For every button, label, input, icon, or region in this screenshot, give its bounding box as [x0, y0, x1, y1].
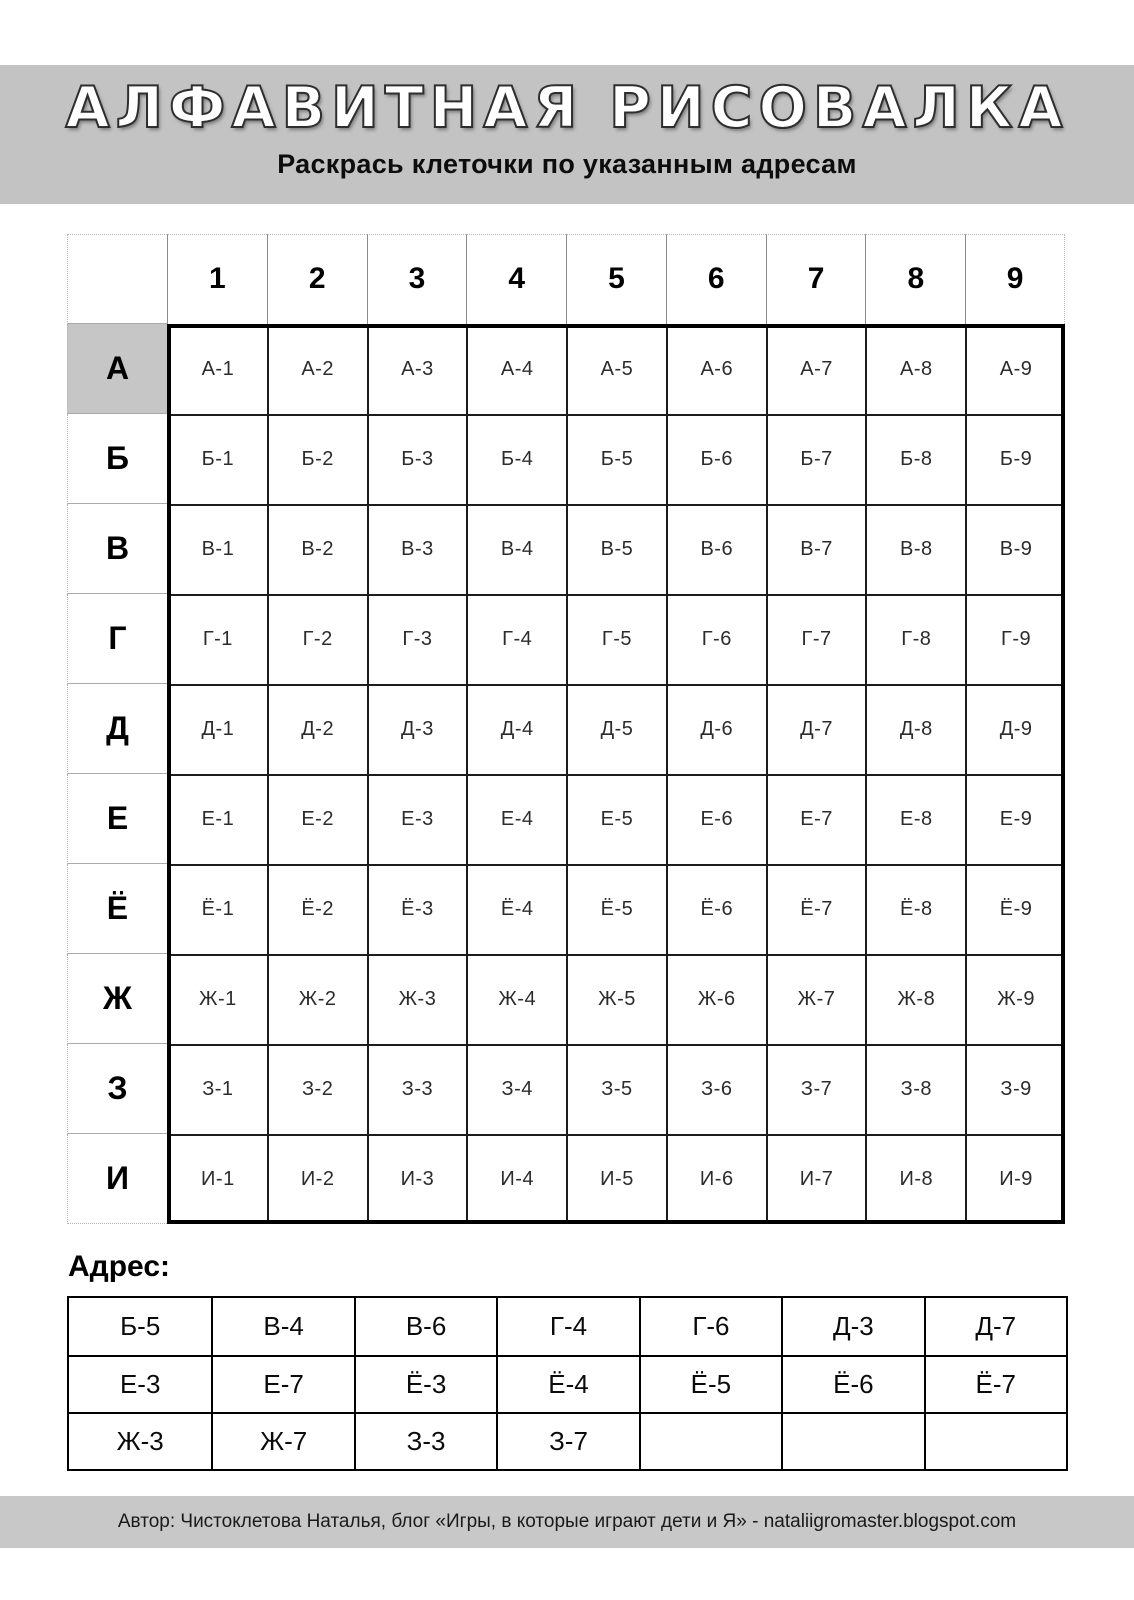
address-item-Ж-7: Ж-7: [211, 1412, 353, 1469]
grid-cell-Е-2: Е-2: [267, 774, 367, 864]
column-header-6: 6: [666, 234, 766, 324]
grid-cell-Г-6: Г-6: [666, 594, 766, 684]
grid-cell-А-6: А-6: [666, 324, 766, 414]
address-item-empty: [639, 1412, 781, 1469]
grid-cell-Д-8: Д-8: [865, 684, 965, 774]
grid-cell-И-3: И-3: [367, 1134, 467, 1224]
column-header-9: 9: [965, 234, 1065, 324]
grid-cell-Ж-4: Ж-4: [466, 954, 566, 1044]
address-item-Е-7: Е-7: [211, 1355, 353, 1412]
grid-cell-Д-6: Д-6: [666, 684, 766, 774]
grid-cell-Ж-5: Ж-5: [566, 954, 666, 1044]
grid-cell-З-1: З-1: [167, 1044, 267, 1134]
column-header-4: 4: [466, 234, 566, 324]
address-item-Ё-4: Ё-4: [496, 1355, 638, 1412]
grid-cell-Г-7: Г-7: [766, 594, 866, 684]
grid-cell-Ж-2: Ж-2: [267, 954, 367, 1044]
grid-cell-В-2: В-2: [267, 504, 367, 594]
grid-cell-З-2: З-2: [267, 1044, 367, 1134]
grid-cell-Д-5: Д-5: [566, 684, 666, 774]
grid-cell-Ё-3: Ё-3: [367, 864, 467, 954]
grid-cell-Д-7: Д-7: [766, 684, 866, 774]
grid-cell-Ё-6: Ё-6: [666, 864, 766, 954]
grid-cell-Г-3: Г-3: [367, 594, 467, 684]
grid-corner-cell: [67, 234, 167, 324]
row-header-А: А: [67, 324, 167, 414]
address-item-Ё-7: Ё-7: [924, 1355, 1066, 1412]
row-header-Г: Г: [67, 594, 167, 684]
worksheet-subtitle: Раскрась клеточки по указанным адресам: [277, 148, 857, 179]
grid-cell-Г-5: Г-5: [566, 594, 666, 684]
grid-cell-Ё-8: Ё-8: [865, 864, 965, 954]
grid-cell-Г-8: Г-8: [865, 594, 965, 684]
grid-cell-А-3: А-3: [367, 324, 467, 414]
address-item-Г-6: Г-6: [639, 1298, 781, 1355]
grid-cell-Г-4: Г-4: [466, 594, 566, 684]
address-item-Ж-3: Ж-3: [69, 1412, 211, 1469]
grid-cell-Б-1: Б-1: [167, 414, 267, 504]
grid-cell-А-5: А-5: [566, 324, 666, 414]
address-item-В-4: В-4: [211, 1298, 353, 1355]
grid-cell-Ж-8: Ж-8: [865, 954, 965, 1044]
grid-cell-В-8: В-8: [865, 504, 965, 594]
address-item-З-3: З-3: [354, 1412, 496, 1469]
grid-cell-И-4: И-4: [466, 1134, 566, 1224]
address-item-Ё-5: Ё-5: [639, 1355, 781, 1412]
address-item-empty: [781, 1412, 923, 1469]
row-header-Ж: Ж: [67, 954, 167, 1044]
worksheet-title: АЛФАВИТНАЯ РИСОВАЛКА: [65, 75, 1069, 141]
grid-cell-Б-7: Б-7: [766, 414, 866, 504]
grid-cell-Е-9: Е-9: [965, 774, 1065, 864]
grid-cell-Ё-9: Ё-9: [965, 864, 1065, 954]
address-item-Е-3: Е-3: [69, 1355, 211, 1412]
grid-cell-В-3: В-3: [367, 504, 467, 594]
grid-cell-В-5: В-5: [566, 504, 666, 594]
column-header-8: 8: [865, 234, 965, 324]
grid-cell-Ж-1: Ж-1: [167, 954, 267, 1044]
grid-cell-Б-3: Б-3: [367, 414, 467, 504]
grid-cell-В-7: В-7: [766, 504, 866, 594]
column-header-7: 7: [766, 234, 866, 324]
grid-cell-Е-6: Е-6: [666, 774, 766, 864]
grid-cell-И-7: И-7: [766, 1134, 866, 1224]
coordinate-grid: [67, 234, 1065, 1224]
address-item-Д-3: Д-3: [781, 1298, 923, 1355]
author-credit: Автор: Чистоклетова Наталья, блог «Игры, в которые играют дети и Я» - nataliigromaster.blogspot.com: [117, 1510, 1017, 1532]
grid-cell-Е-8: Е-8: [865, 774, 965, 864]
grid-cell-И-8: И-8: [865, 1134, 965, 1224]
address-item-Ё-3: Ё-3: [354, 1355, 496, 1412]
grid-cell-А-4: А-4: [466, 324, 566, 414]
grid-cell-В-1: В-1: [167, 504, 267, 594]
grid-cell-Б-8: Б-8: [865, 414, 965, 504]
grid-cell-Ж-6: Ж-6: [666, 954, 766, 1044]
grid-cell-Ё-2: Ё-2: [267, 864, 367, 954]
row-header-Е: Е: [67, 774, 167, 864]
address-item-empty: [924, 1412, 1066, 1469]
grid-cell-Г-1: Г-1: [167, 594, 267, 684]
grid-cell-З-3: З-3: [367, 1044, 467, 1134]
column-header-3: 3: [367, 234, 467, 324]
grid-cell-Б-4: Б-4: [466, 414, 566, 504]
row-header-Б: Б: [67, 414, 167, 504]
grid-cell-В-9: В-9: [965, 504, 1065, 594]
grid-cell-А-7: А-7: [766, 324, 866, 414]
row-header-И: И: [67, 1134, 167, 1224]
grid-cell-З-7: З-7: [766, 1044, 866, 1134]
column-header-2: 2: [267, 234, 367, 324]
grid-cell-Е-7: Е-7: [766, 774, 866, 864]
grid-cell-Е-3: Е-3: [367, 774, 467, 864]
grid-cell-З-4: З-4: [466, 1044, 566, 1134]
grid-cell-В-4: В-4: [466, 504, 566, 594]
grid-cell-Б-6: Б-6: [666, 414, 766, 504]
grid-cell-Б-5: Б-5: [566, 414, 666, 504]
grid-cell-Д-1: Д-1: [167, 684, 267, 774]
grid-cell-Ё-1: Ё-1: [167, 864, 267, 954]
address-table: [67, 1296, 1068, 1471]
grid-cell-Ё-4: Ё-4: [466, 864, 566, 954]
grid-cell-Д-3: Д-3: [367, 684, 467, 774]
grid-cell-В-6: В-6: [666, 504, 766, 594]
grid-cell-И-9: И-9: [965, 1134, 1065, 1224]
address-item-Д-7: Д-7: [924, 1298, 1066, 1355]
title-banner: [0, 65, 1134, 204]
grid-cell-Д-2: Д-2: [267, 684, 367, 774]
grid-cell-А-1: А-1: [167, 324, 267, 414]
grid-cell-Ё-5: Ё-5: [566, 864, 666, 954]
grid-cell-З-5: З-5: [566, 1044, 666, 1134]
row-header-З: З: [67, 1044, 167, 1134]
column-header-1: 1: [167, 234, 267, 324]
grid-cell-Ё-7: Ё-7: [766, 864, 866, 954]
grid-cell-И-1: И-1: [167, 1134, 267, 1224]
grid-cell-И-5: И-5: [566, 1134, 666, 1224]
grid-cell-Е-1: Е-1: [167, 774, 267, 864]
address-item-Г-4: Г-4: [496, 1298, 638, 1355]
column-header-5: 5: [566, 234, 666, 324]
footer-bar: [0, 1496, 1134, 1548]
grid-cell-А-8: А-8: [865, 324, 965, 414]
address-item-Ё-6: Ё-6: [781, 1355, 923, 1412]
grid-cell-И-2: И-2: [267, 1134, 367, 1224]
grid-cell-З-9: З-9: [965, 1044, 1065, 1134]
grid-cell-Е-4: Е-4: [466, 774, 566, 864]
address-item-Б-5: Б-5: [120, 1310, 161, 1341]
address-item-В-6: В-6: [354, 1298, 496, 1355]
address-label: Адрес:: [68, 1249, 170, 1283]
grid-cell-Е-5: Е-5: [566, 774, 666, 864]
row-header-Д: Д: [67, 684, 167, 774]
grid-cell-Г-9: Г-9: [965, 594, 1065, 684]
grid-cell-А-2: А-2: [267, 324, 367, 414]
grid-cell-З-6: З-6: [666, 1044, 766, 1134]
grid-cell-И-6: И-6: [666, 1134, 766, 1224]
grid-cell-Д-9: Д-9: [965, 684, 1065, 774]
address-item-З-7: З-7: [496, 1412, 638, 1469]
grid-cell-З-8: З-8: [865, 1044, 965, 1134]
grid-cell-Ж-7: Ж-7: [766, 954, 866, 1044]
grid-cell-Д-4: Д-4: [466, 684, 566, 774]
grid-cell-А-9: А-9: [965, 324, 1065, 414]
grid-cell-Б-2: Б-2: [267, 414, 367, 504]
row-header-Ё: Ё: [67, 864, 167, 954]
row-header-В: В: [67, 504, 167, 594]
grid-cell-Ж-3: Ж-3: [367, 954, 467, 1044]
grid-cell-Ж-9: Ж-9: [965, 954, 1065, 1044]
grid-cell-Г-2: Г-2: [267, 594, 367, 684]
grid-cell-Б-9: Б-9: [965, 414, 1065, 504]
